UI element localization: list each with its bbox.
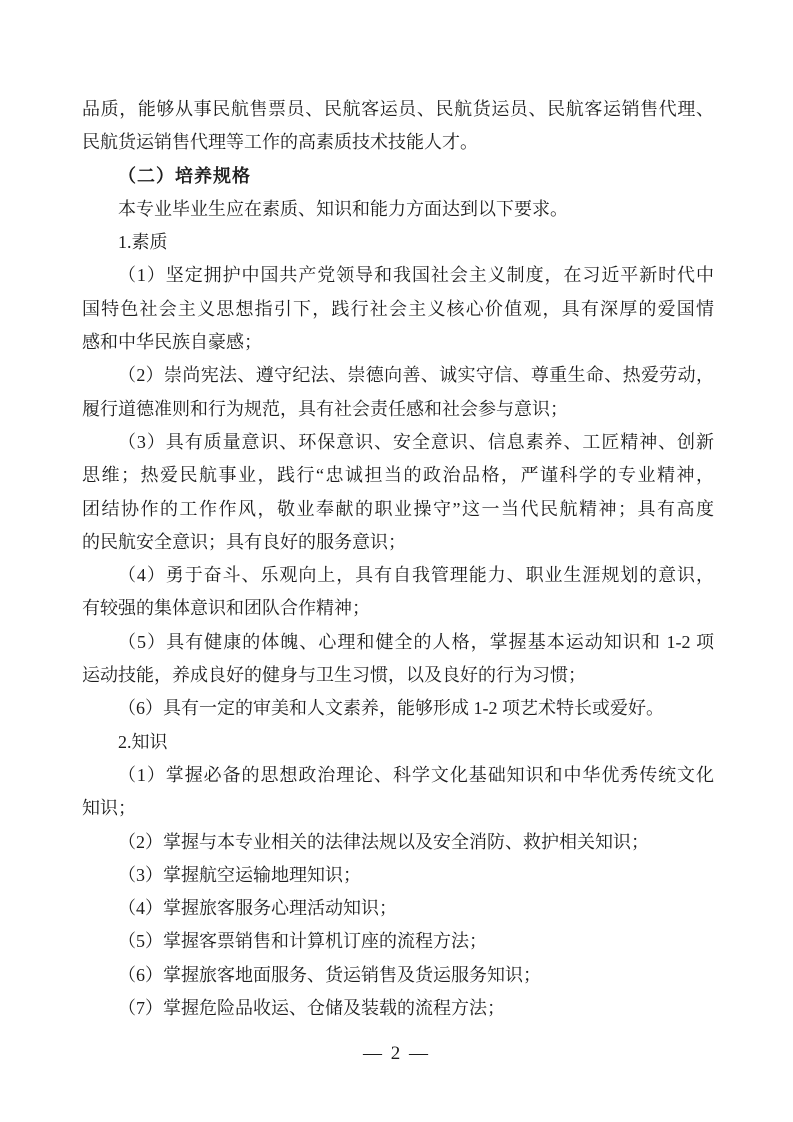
list-item-line: （1）坚定拥护中国共产党领导和我国社会主义制度，在习近平新时代中 <box>118 265 714 286</box>
list-item-line: （1）掌握必备的思想政治理论、科学文化基础知识和中华优秀传统文化 <box>118 764 714 785</box>
body-text-line: 履行道德准则和行为规范，具有社会责任感和社会参与意识； <box>82 398 568 419</box>
body-text-line: 团结协作的工作作风，敬业奉献的职业操守”这一当代民航精神；具有高度 <box>82 498 714 519</box>
body-text-line: 思维；热爱民航事业，践行“忠诚担当的政治品格，严谨科学的专业精神， <box>82 465 714 486</box>
body-text-line: 品质，能够从事民航售票员、民航客运员、民航货运员、民航客运销售代理、 <box>82 99 714 119</box>
list-item-line: （5）掌握客票销售和计算机订座的流程方法； <box>118 931 487 952</box>
body-text-line: 的民航安全意识；具有良好的服务意识； <box>82 531 406 552</box>
list-item-line: （3）具有质量意识、环保意识、安全意识、信息素养、工匠精神、创新 <box>118 431 714 452</box>
body-text-block <box>82 93 714 1025</box>
section-heading: （二）培养规格 <box>118 165 251 186</box>
list-item-line: （2）崇尚宪法、遵守纪法、崇德向善、诚实守信、尊重生命、热爱劳动， <box>118 365 714 386</box>
list-item-line: （7）掌握危险品收运、仓储及装载的流程方法； <box>118 998 505 1019</box>
body-text-line: 本专业毕业生应在素质、知识和能力方面达到以下要求。 <box>118 198 568 219</box>
body-text-line: 知识； <box>82 798 136 819</box>
body-text-line: 民航货运销售代理等工作的高素质技术技能人才。 <box>82 132 478 153</box>
list-item-line: （4）勇于奋斗、乐观向上，具有自我管理能力、职业生涯规划的意识， <box>118 565 714 586</box>
body-text-line: 国特色社会主义思想指引下，践行社会主义核心价值观，具有深厚的爱国情 <box>82 298 714 319</box>
body-text-line: 感和中华民族自豪感； <box>82 332 262 353</box>
list-label-line: 2.知识 <box>118 731 168 752</box>
list-item-line: （2）掌握与本专业相关的法律法规以及安全消防、救护相关知识； <box>118 831 649 852</box>
list-item-line: （4）掌握旅客服务心理活动知识； <box>118 898 397 919</box>
list-item-line: （5）具有健康的体魄、心理和健全的人格，掌握基本运动知识和 1-2 项 <box>118 631 714 652</box>
body-text-line: 运动技能，养成良好的健身与卫生习惯，以及良好的行为习惯； <box>82 665 586 686</box>
list-item-line: （6）掌握旅客地面服务、货运销售及货运服务知识； <box>118 964 541 985</box>
list-label-line: 1.素质 <box>118 232 168 253</box>
list-item-line: （3）掌握航空运输地理知识； <box>118 864 361 885</box>
page-number: — 2 — <box>363 1043 430 1064</box>
list-item-line: （6）具有一定的审美和人文素养，能够形成 1-2 项艺术特长或爱好。 <box>118 698 664 719</box>
body-text-line: 有较强的集体意识和团队合作精神； <box>82 598 370 619</box>
